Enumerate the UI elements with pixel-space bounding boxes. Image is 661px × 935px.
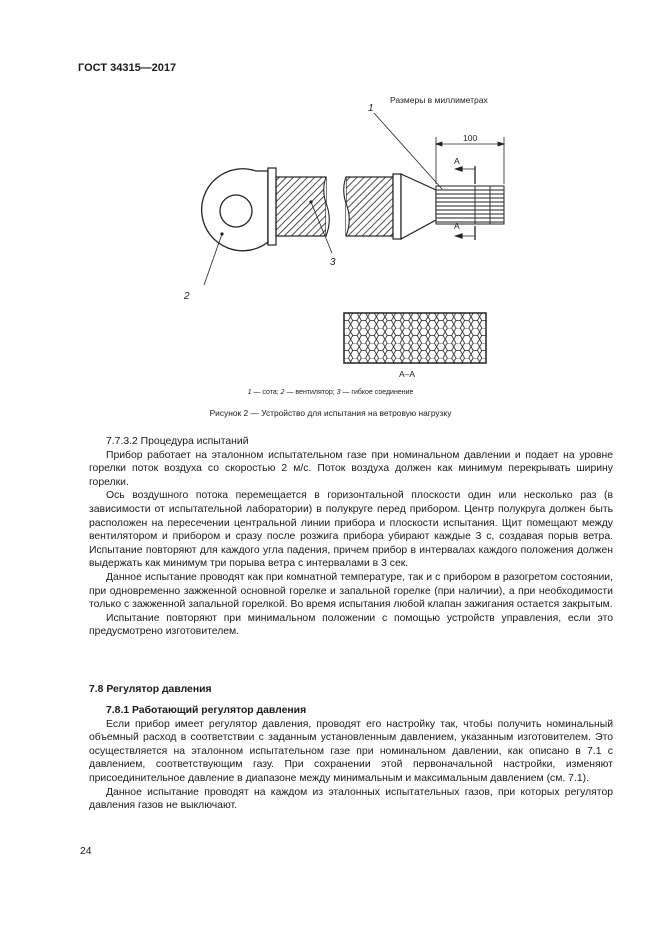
legend-text-3: — гибкое соединение xyxy=(340,389,414,396)
dimension-100 xyxy=(436,137,504,184)
callout-2: 2 xyxy=(184,291,190,302)
subsection-heading-7-8-1: 7.8.1 Работающий регулятор давления xyxy=(106,705,307,716)
section-aa-honeycomb xyxy=(344,313,486,363)
section-mark-top: А xyxy=(454,156,460,166)
legend-num-3: 3 xyxy=(336,389,341,396)
pressure-regulator-section xyxy=(89,704,613,813)
section-aa-label: А–А xyxy=(399,369,416,379)
legend-num-1: 1 xyxy=(247,389,252,396)
section-heading-7-8: 7.8 Регулятор давления xyxy=(89,684,212,695)
fan-drawing xyxy=(202,168,276,251)
procedure-section xyxy=(89,435,613,639)
paragraph: Если прибор имеет регулятор давления, проводят его настройку так, чтобы получить номинальный объемный расход в соответствии с заданным установленным давлением, указанным изготовителем. Это осуществляется на эталонном испытательном газе при номинальном давлении, как описано в 7.1 с давлением, соответствующим газу. При сохранении этой первоначальной настройки, изменяют присоединительное давление в диапазоне между минимальным и максимальным давлением (см. 7.1). xyxy=(89,718,613,784)
units-note: Размеры в миллиметрах xyxy=(390,95,488,105)
callout-3: 3 xyxy=(330,257,336,268)
paragraph: Прибор работает на эталонном испытательном газе при номинальном давлении и подает на уровне горелки поток воздуха со скоростью 2 м/с. Поток воздуха должен как минимум перекрывать ширину горелки. xyxy=(89,449,613,488)
section-heading-7-7-3-2: 7.7.3.2 Процедура испытаний xyxy=(106,436,249,447)
figure-legend xyxy=(0,389,661,396)
figure-title: Рисунок 2 — Устройство для испытания на ветровую нагрузку xyxy=(209,408,452,418)
legend-num-2: 2 xyxy=(280,389,285,396)
paragraph: Испытание повторяют при минимальном положении с помощью устройств управления, если это предусмотрено изготовителем. xyxy=(89,612,613,638)
honeycomb-core xyxy=(436,186,504,224)
legend-text-2: — вентилятор; xyxy=(284,389,337,396)
paragraph: Данное испытание проводят как при комнатной температуре, так и с прибором в разогретом состоянии, при одновременно зажженной основной горелке и запальной горелке (при наличии), а при необходимости только с зажженной запальной горелкой. Во время испытания любой клапан зажигания остается закрытым. xyxy=(89,571,613,611)
paragraph: Данное испытание проводят на каждом из эталонных испытательных газов, при которых регулятор давления газов не выключают. xyxy=(89,786,613,812)
nozzle-cone xyxy=(401,174,436,239)
callout-1: 1 xyxy=(368,103,374,114)
flexible-connection-right xyxy=(344,174,401,239)
test-device-figure xyxy=(170,88,530,390)
dimension-value: 100 xyxy=(463,133,478,143)
section-mark-bottom: А xyxy=(454,221,460,231)
legend-text-1: — сота; xyxy=(251,389,281,396)
document-header: ГОСТ 34315—2017 xyxy=(78,62,177,74)
page-number: 24 xyxy=(80,846,92,857)
paragraph: Ось воздушного потока перемещается в горизонтальной плоскости один или несколько раз (в зависимости от испытательной лаборатории) в полукруге перед прибором. Центр полукруга должен быть расположен на пересечении центральной линии прибора и плоскости испытания. Щит помещают между вентилятором и прибором и сразу после розжига прибора убирают каждые 3 с, создавая порыв ветра. Испытание повторяют для каждого угла падения, причем прибор в интервалах каждого положения должен выдержать как минимум три порыва ветра с интервалами в 3 сек. xyxy=(89,490,613,570)
